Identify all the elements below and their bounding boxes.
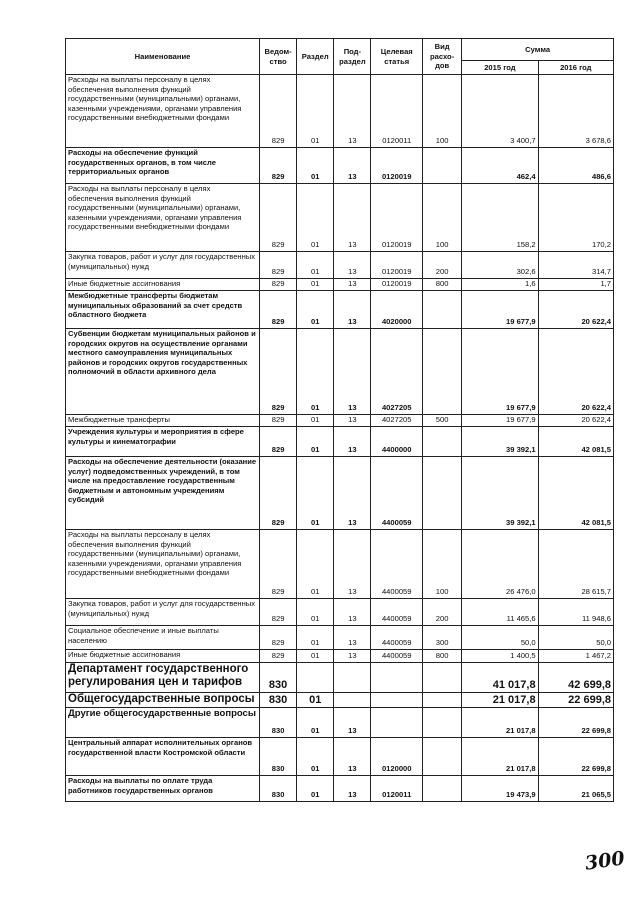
row-sum-2016: 3 678,6 (538, 75, 613, 148)
row-target: 0120011 (371, 75, 423, 148)
table-row (66, 252, 614, 279)
row-sum-2016: 28 615,7 (538, 530, 613, 599)
row-exptype: 800 (423, 650, 462, 663)
row-target: 4400059 (371, 457, 423, 530)
row-exptype: 300 (423, 626, 462, 650)
row-exptype (423, 291, 462, 329)
row-exptype: 100 (423, 75, 462, 148)
row-section: 01 (297, 738, 334, 776)
row-subsection: 13 (334, 279, 371, 291)
row-dept: 830 (260, 663, 297, 693)
row-target: 4400000 (371, 427, 423, 457)
row-name: Социальное обеспечение и иные выплаты населению (66, 626, 260, 650)
row-sum-2015: 19 677,9 (462, 291, 538, 329)
row-sum-2016: 20 622,4 (538, 291, 613, 329)
table-row (66, 148, 614, 184)
row-name: Закупка товаров, работ и услуг для государственных (муниципальных) нужд (66, 252, 260, 279)
row-sum-2015: 41 017,8 (462, 663, 538, 693)
row-dept: 829 (260, 252, 297, 279)
row-name: Закупка товаров, работ и услуг для государственных (муниципальных) нужд (66, 599, 260, 626)
row-exptype (423, 708, 462, 738)
row-target: 0120019 (371, 279, 423, 291)
row-sum-2015: 1,6 (462, 279, 538, 291)
row-name: Другие общегосударственные вопросы (66, 708, 260, 738)
row-dept: 829 (260, 184, 297, 252)
row-exptype: 100 (423, 184, 462, 252)
row-name: Учреждения культуры и мероприятия в сфере культуры и кинематографии (66, 427, 260, 457)
row-section: 01 (297, 252, 334, 279)
row-name: Общегосударственные вопросы (66, 693, 260, 708)
table-row (66, 776, 614, 802)
row-sum-2016: 42 699,8 (538, 663, 613, 693)
row-exptype: 500 (423, 415, 462, 427)
row-exptype (423, 776, 462, 802)
header-exptype: Вид расхо-дов (423, 39, 462, 75)
row-name: Расходы на обеспечение деятельности (оказание услуг) подведомственных учреждений, в том числе на предоставление государственным бюджетным и автономным учреждениям субсидий (66, 457, 260, 530)
table-body (66, 75, 614, 802)
row-dept: 829 (260, 329, 297, 415)
row-exptype: 800 (423, 279, 462, 291)
row-dept: 830 (260, 738, 297, 776)
row-exptype (423, 148, 462, 184)
row-sum-2015: 21 017,8 (462, 738, 538, 776)
row-target: 0120019 (371, 184, 423, 252)
row-subsection: 13 (334, 626, 371, 650)
budget-table-sheet (65, 38, 614, 802)
row-subsection: 13 (334, 650, 371, 663)
row-sum-2016: 1 467,2 (538, 650, 613, 663)
row-name: Расходы на выплаты по оплате труда работников государственных органов (66, 776, 260, 802)
header-name: Наименование (66, 39, 260, 75)
header-section: Раздел (297, 39, 334, 75)
table-row (66, 415, 614, 427)
row-target (371, 693, 423, 708)
row-section (297, 663, 334, 693)
row-name: Расходы на выплаты персоналу в целях обеспечения выполнения функций государственными (муниципальными) органами, казенными учреждениями, органами управления государственными внебюджетными фондами (66, 530, 260, 599)
row-sum-2016: 42 081,5 (538, 457, 613, 530)
row-sum-2015: 1 400,5 (462, 650, 538, 663)
row-section: 01 (297, 427, 334, 457)
row-dept: 829 (260, 291, 297, 329)
header-subsection: Под-раздел (334, 39, 371, 75)
row-subsection: 13 (334, 184, 371, 252)
table-row (66, 626, 614, 650)
row-sum-2016: 42 081,5 (538, 427, 613, 457)
row-name: Иные бюджетные ассигнования (66, 650, 260, 663)
row-dept: 829 (260, 650, 297, 663)
row-dept: 829 (260, 626, 297, 650)
table-row (66, 184, 614, 252)
row-subsection: 13 (334, 738, 371, 776)
row-section: 01 (297, 75, 334, 148)
row-name: Субвенции бюджетам муниципальных районов и городских округов на осуществление органами местного самоуправления муниципальных районов и городских округов государственных полномочий в области архивного дела (66, 329, 260, 415)
table-row (66, 530, 614, 599)
row-exptype (423, 427, 462, 457)
row-target (371, 708, 423, 738)
row-sum-2016: 20 622,4 (538, 329, 613, 415)
row-target: 4400059 (371, 626, 423, 650)
row-subsection: 13 (334, 530, 371, 599)
row-exptype: 200 (423, 252, 462, 279)
row-name: Межбюджетные трансферты (66, 415, 260, 427)
row-name: Департамент государственного регулирования цен и тарифов (66, 663, 260, 693)
row-subsection: 13 (334, 457, 371, 530)
table-row (66, 427, 614, 457)
table-row (66, 650, 614, 663)
row-section: 01 (297, 776, 334, 802)
row-section: 01 (297, 184, 334, 252)
row-target: 4020000 (371, 291, 423, 329)
row-subsection: 13 (334, 252, 371, 279)
row-subsection: 13 (334, 427, 371, 457)
row-sum-2015: 302,6 (462, 252, 538, 279)
table-row (66, 329, 614, 415)
row-section: 01 (297, 693, 334, 708)
row-name: Расходы на обеспечение функций государственных органов, в том числе территориальных органов (66, 148, 260, 184)
row-subsection: 13 (334, 329, 371, 415)
row-subsection: 13 (334, 75, 371, 148)
table-row (66, 279, 614, 291)
row-subsection: 13 (334, 415, 371, 427)
row-name: Расходы на выплаты персоналу в целях обеспечения выполнения функций государственными (муниципальными) органами, казенными учреждениями, органами управления государственными внебюджетными фондами (66, 75, 260, 148)
row-name: Расходы на выплаты персоналу в целях обеспечения выполнения функций государственными (муниципальными) органами, казенными учреждениями, органами управления государственными внебюджетными фондами (66, 184, 260, 252)
row-name: Межбюджетные трансферты бюджетам муниципальных образований за счет средств областного бюджета (66, 291, 260, 329)
row-section: 01 (297, 457, 334, 530)
row-target: 0120019 (371, 252, 423, 279)
header-sum: Сумма (462, 39, 614, 61)
row-subsection: 13 (334, 599, 371, 626)
row-exptype (423, 738, 462, 776)
table-row (66, 291, 614, 329)
row-sum-2015: 462,4 (462, 148, 538, 184)
row-name: Центральный аппарат исполнительных органов государственной власти Костромской области (66, 738, 260, 776)
row-dept: 829 (260, 279, 297, 291)
row-target: 4027205 (371, 329, 423, 415)
row-sum-2015: 21 017,8 (462, 708, 538, 738)
row-exptype (423, 329, 462, 415)
row-section: 01 (297, 530, 334, 599)
row-subsection: 13 (334, 148, 371, 184)
row-sum-2015: 39 392,1 (462, 427, 538, 457)
table-row (66, 738, 614, 776)
row-name: Иные бюджетные ассигнования (66, 279, 260, 291)
header-target: Целевая статья (371, 39, 423, 75)
row-exptype (423, 457, 462, 530)
row-target (371, 663, 423, 693)
row-sum-2015: 11 465,6 (462, 599, 538, 626)
row-sum-2016: 21 065,5 (538, 776, 613, 802)
row-dept: 829 (260, 415, 297, 427)
row-subsection (334, 663, 371, 693)
row-sum-2016: 50,0 (538, 626, 613, 650)
row-target: 0120019 (371, 148, 423, 184)
row-sum-2016: 170,2 (538, 184, 613, 252)
table-header (66, 39, 614, 75)
row-target: 4400059 (371, 530, 423, 599)
row-section: 01 (297, 279, 334, 291)
row-dept: 829 (260, 427, 297, 457)
row-target: 0120011 (371, 776, 423, 802)
row-sum-2016: 1,7 (538, 279, 613, 291)
row-sum-2016: 486,6 (538, 148, 613, 184)
table-row (66, 693, 614, 708)
table-row (66, 457, 614, 530)
row-section: 01 (297, 148, 334, 184)
row-dept: 829 (260, 457, 297, 530)
row-exptype: 200 (423, 599, 462, 626)
row-subsection: 13 (334, 776, 371, 802)
row-sum-2015: 39 392,1 (462, 457, 538, 530)
row-section: 01 (297, 626, 334, 650)
row-exptype (423, 693, 462, 708)
row-section: 01 (297, 415, 334, 427)
budget-table (65, 38, 614, 802)
row-dept: 830 (260, 693, 297, 708)
table-row (66, 663, 614, 693)
row-sum-2015: 50,0 (462, 626, 538, 650)
header-year-2016: 2016 год (538, 61, 613, 75)
header-dept: Ведом-ство (260, 39, 297, 75)
row-subsection: 13 (334, 708, 371, 738)
page-number: 300 (583, 847, 627, 875)
row-sum-2015: 26 476,0 (462, 530, 538, 599)
row-section: 01 (297, 291, 334, 329)
table-row (66, 708, 614, 738)
row-target: 4027205 (371, 415, 423, 427)
row-exptype (423, 663, 462, 693)
row-sum-2016: 314,7 (538, 252, 613, 279)
row-section: 01 (297, 599, 334, 626)
row-section: 01 (297, 329, 334, 415)
row-subsection: 13 (334, 291, 371, 329)
row-sum-2016: 22 699,8 (538, 738, 613, 776)
row-sum-2015: 3 400,7 (462, 75, 538, 148)
row-sum-2015: 19 677,9 (462, 329, 538, 415)
row-target: 4400059 (371, 650, 423, 663)
row-sum-2016: 20 622,4 (538, 415, 613, 427)
row-sum-2016: 11 948,6 (538, 599, 613, 626)
row-sum-2016: 22 699,8 (538, 693, 613, 708)
row-dept: 829 (260, 599, 297, 626)
row-sum-2015: 21 017,8 (462, 693, 538, 708)
row-dept: 829 (260, 148, 297, 184)
table-row (66, 75, 614, 148)
row-section: 01 (297, 650, 334, 663)
row-dept: 830 (260, 776, 297, 802)
row-section: 01 (297, 708, 334, 738)
row-sum-2015: 19 473,9 (462, 776, 538, 802)
row-target: 4400059 (371, 599, 423, 626)
row-dept: 829 (260, 530, 297, 599)
row-target: 0120000 (371, 738, 423, 776)
row-dept: 830 (260, 708, 297, 738)
row-dept: 829 (260, 75, 297, 148)
row-subsection (334, 693, 371, 708)
row-sum-2015: 19 677,9 (462, 415, 538, 427)
table-row (66, 599, 614, 626)
row-sum-2016: 22 699,8 (538, 708, 613, 738)
row-sum-2015: 158,2 (462, 184, 538, 252)
header-year-2015: 2015 год (462, 61, 538, 75)
row-exptype: 100 (423, 530, 462, 599)
